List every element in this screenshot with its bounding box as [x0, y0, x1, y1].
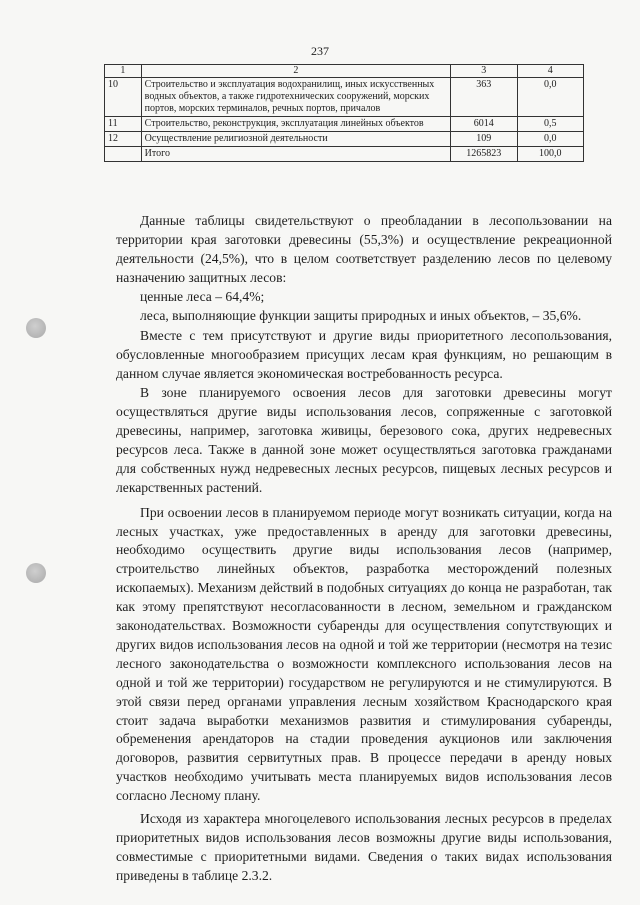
percent-value: 0,0 — [517, 132, 583, 147]
total-percent: 100,0 — [517, 147, 583, 162]
list-item: леса, выполняющие функции защиты природных и иных объектов, – 35,6%. — [140, 307, 582, 323]
page-number: 237 — [311, 44, 329, 58]
row-number — [105, 147, 142, 162]
list-item: ценные леса – 64,4%; — [140, 288, 265, 304]
area-value: 109 — [451, 132, 518, 147]
table-row — [105, 78, 584, 117]
row-number: 10 — [105, 78, 142, 117]
paragraph: Исходя из характера многоцелевого использования лесных ресурсов в пределах приоритетных видов использования лесов возможны другие виды использования, совместимые с приоритетными видами. Сведения о таких видах использования приведены в таблице 2.3.2. — [116, 811, 612, 883]
area-value: 363 — [451, 78, 518, 117]
table-row — [105, 132, 584, 147]
row-number: 11 — [105, 117, 142, 132]
table-total-row — [105, 147, 584, 162]
paragraph: При освоении лесов в планируемом периоде могут возникать ситуации, когда на лесных участках, уже предоставленных в аренду для заготовки древесины, необходимо осуществить другие виды использования лесов (например, строительство линейных объектов, разработка месторождений полезных ископаемых). Механизм действий в подобных ситуациях до конца не разработан, так как этому препятствуют несогласованности в лесном, земельном и гражданском законодательствах. Возможности субаренды для осуществления сопутствующих и других видов использования лесов на одной и той же территории (несмотря на тезис лесного законодательства о возможности комплексного использования лесов на одной и той же территории) государством не регулируются и не стимулируются. В этой связи перед органами управления лесным хозяйством Краснодарского края стоит задача выработки механизмов развития и стимулирования субаренды, обременения арендаторов на стадии проведения аукционов или заключения договоров, развития сервитутных прав. В процессе передачи в аренду новых участков необходимо учитывать места планируемых видов использования лесов согласно Лесному плану. — [116, 504, 612, 804]
use-type: Строительство и эксплуатация водохранилищ, иных искусственных водных объектов, а также гидротехнических сооружений, морских портов, морских терминалов, речных портов, причалов — [141, 78, 450, 117]
header-cell: 2 — [141, 65, 450, 78]
percent-value: 0,5 — [517, 117, 583, 132]
paragraph: Данные таблицы свидетельствуют о преобладании в лесопользовании на территории края заготовки древесины (55,3%) и осуществление рекреационной деятельности (24,5%), что в целом соответствует разделению лесов по целевому назначению защитных лесов: — [116, 213, 612, 285]
percent-value: 0,0 — [517, 78, 583, 117]
table-row — [105, 117, 584, 132]
area-value: 6014 — [451, 117, 518, 132]
paragraph: Вместе с тем присутствуют и другие виды приоритетного лесопользования, обусловленные многообразием присущих лесам края функциям, но решающим в данном случае является экономическая востребованность ресурса. — [116, 328, 612, 382]
punch-hole-mark — [26, 318, 46, 338]
use-type: Строительство, реконструкция, эксплуатация линейных объектов — [141, 117, 450, 132]
table-header-row — [105, 65, 584, 78]
header-cell: 3 — [451, 65, 518, 78]
use-type: Осуществление религиозной деятельности — [141, 132, 450, 147]
paragraph: В зоне планируемого освоения лесов для заготовки древесины могут осуществляться другие виды использования лесов, сопряженные с заготовкой древесины, например, заготовка живицы, березового сока, других недревесных ресурсов леса. Также в данной зоне может осуществляться заготовка гражданами для собственных нужд недревесных лесных ресурсов, пищевых лесных ресурсов и лекарственных растений. — [116, 385, 612, 495]
row-number: 12 — [105, 132, 142, 147]
punch-hole-mark — [26, 563, 46, 583]
total-value: 1265823 — [451, 147, 518, 162]
header-cell: 1 — [105, 65, 142, 78]
land-use-table — [104, 64, 584, 162]
total-label: Итого — [141, 147, 450, 162]
body-text — [116, 212, 612, 886]
header-cell: 4 — [517, 65, 583, 78]
